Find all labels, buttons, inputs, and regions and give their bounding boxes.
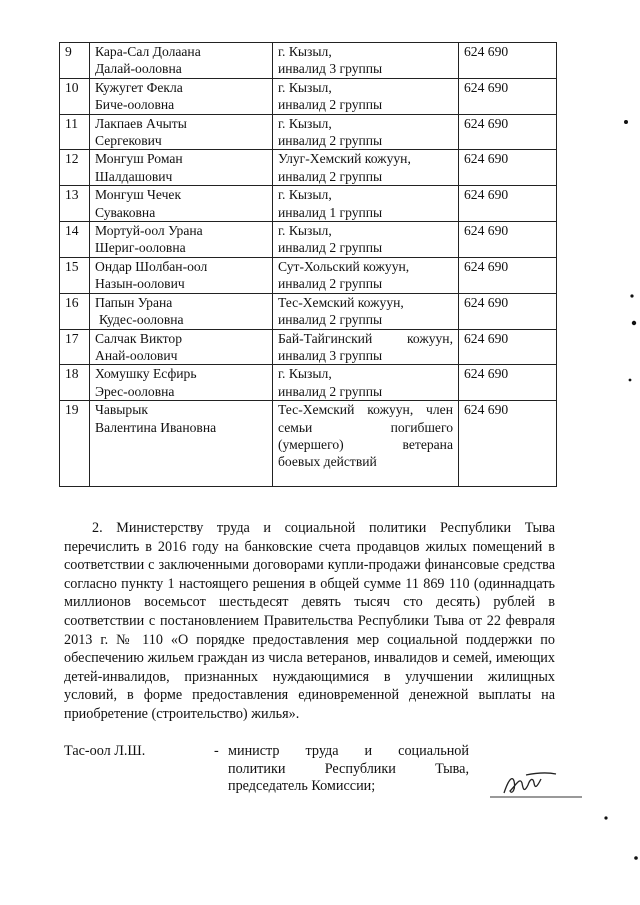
recipient-location: Бай-Тайгинский кожуун, инвалид 3 группы: [273, 329, 459, 365]
signer-dash: -: [214, 743, 219, 759]
handwritten-signature: [486, 767, 586, 803]
recipient-name: Монгуш Чечек Суваковна: [90, 186, 273, 222]
row-number: 14: [60, 222, 90, 258]
recipient-name: Ондар Шолбан-оол Назын-оолович: [90, 257, 273, 293]
signer-name: Тас-оол Л.Ш.: [64, 743, 146, 759]
signer-role: министр труда и социальной политики Республики Тыва, председатель Комиссии;: [228, 743, 469, 794]
row-number: 13: [60, 186, 90, 222]
table-row: [60, 401, 557, 487]
row-number: 11: [60, 114, 90, 150]
table-row: [60, 43, 557, 79]
table-row: [60, 186, 557, 222]
recipient-name: Кара-Сал Долаана Далай-ооловна: [90, 43, 273, 79]
recipient-name: Салчак Виктор Анай-оолович: [90, 329, 273, 365]
beneficiaries-table: [59, 42, 557, 487]
payment-amount: 624 690: [459, 329, 557, 365]
table-row: [60, 150, 557, 186]
table-row: [60, 329, 557, 365]
recipient-location: Тес-Хемский кожуун, член семьи погибшего (умершего) ветерана боевых действий: [273, 401, 459, 487]
payment-amount: 624 690: [459, 365, 557, 401]
recipient-name: Чавырык Валентина Ивановна: [90, 401, 273, 487]
table-row: [60, 365, 557, 401]
recipient-name: Хомушку Есфирь Эрес-ооловна: [90, 365, 273, 401]
row-number: 9: [60, 43, 90, 79]
row-number: 10: [60, 78, 90, 114]
recipient-location: Сут-Хольский кожуун, инвалид 2 группы: [273, 257, 459, 293]
row-number: 12: [60, 150, 90, 186]
payment-amount: 624 690: [459, 43, 557, 79]
table-row: [60, 257, 557, 293]
table-row: [60, 78, 557, 114]
payment-amount: 624 690: [459, 150, 557, 186]
payment-amount: 624 690: [459, 78, 557, 114]
table-row: [60, 293, 557, 329]
recipient-name: Мортуй-оол Урана Шериг-ооловна: [90, 222, 273, 258]
decision-section-2: [64, 519, 555, 724]
recipient-location: Улуг-Хемский кожуун, инвалид 2 группы: [273, 150, 459, 186]
section-2-paragraph: 2. Министерству труда и социальной политики Республики Тыва перечислить в 2016 году на банковские счета продавцов жилых помещений в соответствии с заключенными договорами купли-продажи финансовые средства согласно пункту 1 настоящего решения в общей сумме 11 869 110 (одиннадцать миллионов восемьсот шестьдесят девять тысяч сто десять) рублей в соответствии с постановлением Правительства Республики Тыва от 22 февраля 2013 г. № 110 «О порядке предоставления мер социальной поддержки по обеспечению жильем граждан из числа ветеранов, инвалидов и семей, имеющих детей-инвалидов, признанных нуждающимися в улучшении жилищных условий, в форме предоставления единовременной денежной выплаты на приобретение (строительство) жилья».: [64, 520, 555, 722]
recipient-location: г. Кызыл, инвалид 2 группы: [273, 365, 459, 401]
recipient-location: г. Кызыл, инвалид 1 группы: [273, 186, 459, 222]
recipient-location: г. Кызыл, инвалид 2 группы: [273, 78, 459, 114]
row-number: 16: [60, 293, 90, 329]
payment-amount: 624 690: [459, 222, 557, 258]
recipient-name: Папын Урана Кудес-ооловна: [90, 293, 273, 329]
payment-amount: 624 690: [459, 186, 557, 222]
table-row: [60, 114, 557, 150]
payment-amount: 624 690: [459, 293, 557, 329]
recipient-location: Тес-Хемский кожуун, инвалид 2 группы: [273, 293, 459, 329]
recipient-location: г. Кызыл, инвалид 3 группы: [273, 43, 459, 79]
recipient-name: Монгуш Роман Шалдашович: [90, 150, 273, 186]
row-number: 18: [60, 365, 90, 401]
row-number: 17: [60, 329, 90, 365]
recipient-location: г. Кызыл, инвалид 2 группы: [273, 114, 459, 150]
row-number: 15: [60, 257, 90, 293]
table-body: [60, 43, 557, 487]
recipient-name: Лакпаев Ачыты Сергекович: [90, 114, 273, 150]
payment-amount: 624 690: [459, 257, 557, 293]
recipient-location: г. Кызыл, инвалид 2 группы: [273, 222, 459, 258]
table-row: [60, 222, 557, 258]
beneficiaries-table-wrap: [59, 42, 556, 487]
recipient-name: Кужугет Фекла Биче-ооловна: [90, 78, 273, 114]
row-number: 19: [60, 401, 90, 487]
payment-amount: 624 690: [459, 114, 557, 150]
payment-amount: 624 690: [459, 401, 557, 487]
